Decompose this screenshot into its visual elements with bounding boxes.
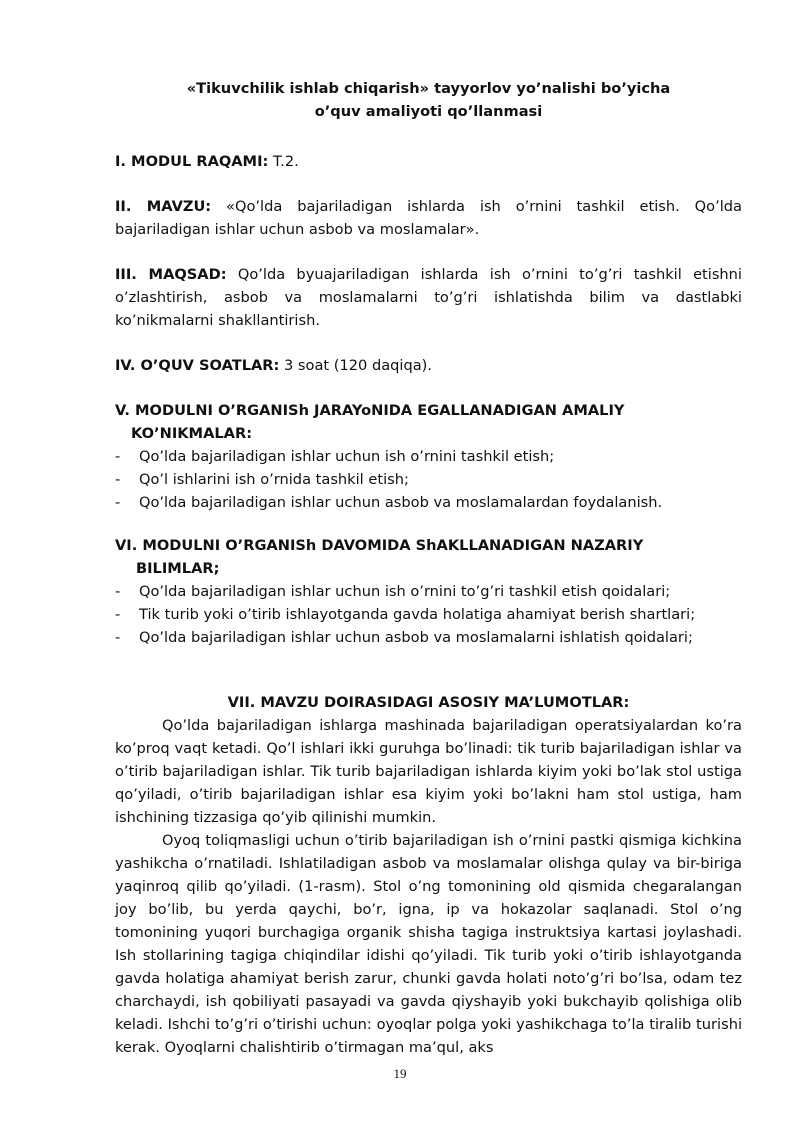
skills-heading-line-1: V. MODULNI O’RGANISh JARAYoNIDA EGALLANADIGAN AMALIY	[115, 402, 625, 419]
list-item: - Qo’lda bajariladigan ishlar uchun ish o’rnini tashkil etish;	[115, 445, 742, 468]
section-knowledge-heading	[115, 534, 742, 580]
list-item: - Qo’l ishlarini ish o’rnida tashkil etish;	[115, 468, 742, 491]
section-module-number	[115, 150, 742, 173]
section-hours	[115, 354, 742, 377]
skills-heading-line-2: KO’NIKMALAR:	[131, 425, 253, 442]
title-line-1: «Tikuvchilik ishlab chiqarish» tayyorlov yo’nalishi bo’yicha	[186, 80, 671, 97]
goal-label: III. MAQSAD:	[115, 266, 227, 283]
topic-text: «Qo’lda bajariladigan ishlarda ish o’rnini tashkil etish. Qo’lda bajariladigan ishlar uchun asbob va moslamalar».	[115, 198, 742, 238]
page-number: 19	[393, 1066, 407, 1081]
list-item: - Qo’lda bajariladigan ishlar uchun ish o’rnini to’g’ri tashkil etish qoidalari;	[115, 580, 742, 603]
list-item: - Qo’lda bajariladigan ishlar uchun asbob va moslamalarni ishlatish qoidalari;	[115, 626, 742, 649]
module-number-label: I. MODUL RAQAMI:	[115, 153, 269, 170]
knowledge-heading-line-2: BILIMLAR;	[136, 560, 220, 577]
knowledge-heading-line-1: VI. MODULNI O’RGANISh DAVOMIDA ShAKLLANADIGAN NAZARIY	[115, 537, 644, 554]
goal-text: Qo’lda byuajariladigan ishlarda ish o’rnini to’g’ri tashkil etishni o’zlashtirish, asbob va moslamalarni to’g’ri ishlatishda bilim va dastlabki ko’nikmalarni shakllantirish.	[115, 266, 742, 329]
section-goal	[115, 263, 742, 332]
hours-text: 3 soat (120 daqiqa).	[279, 357, 433, 374]
hours-label: IV. O’QUV SOATLAR:	[115, 357, 280, 374]
knowledge-list	[115, 580, 742, 649]
list-item: - Tik turib yoki o’tirib ishlayotganda gavda holatiga ahamiyat berish shartlari;	[115, 603, 742, 626]
title-line-2: o’quv amaliyoti qo’llanmasi	[314, 103, 543, 120]
section-topic	[115, 195, 742, 241]
skills-list	[115, 445, 742, 514]
module-number-value: T.2.	[268, 153, 299, 170]
main-info-heading: VII. MAVZU DOIRASIDAGI ASOSIY MA’LUMOTLAR:	[227, 694, 630, 711]
document-title	[115, 77, 742, 123]
list-item: - Qo’lda bajariladigan ishlar uchun asbob va moslamalardan foydalanish.	[115, 491, 742, 514]
section-skills-heading	[115, 399, 742, 445]
body-paragraph-1: Qo’lda bajariladigan ishlarga mashinada bajariladigan operatsiyalardan ko’ra ko’proq vaqt ketadi. Qo’l ishlari ikki guruhga bo’linadi: tik turib bajariladigan ishlar va o’tirib bajariladigan ishlar. Tik turib bajariladigan ishlarda kiyim yoki bo’lak stol ustiga qo’yiladi, o’tirib bajariladigan ishlar esa kiyim yoki bo’lakni ham stol ustiga, ham ishchining tizzasiga qo’yib qilinishi mumkin.	[115, 717, 742, 826]
document-page	[115, 70, 742, 1059]
topic-label: II. MAVZU:	[115, 198, 212, 215]
body-paragraph-2: Oyoq toliqmasligi uchun o’tirib bajariladigan ish o’rnini pastki qismiga kichkina yashikcha o’rnatiladi. Ishlatiladigan asbob va moslamalar olishga qulay va bir-biriga yaqinroq qilib qo’yiladi. (1-rasm). Stol o’ng tomonining old qismida chegaralangan joy bo’lib, bu yerda qaychi, bo’r, igna, ip va hokazolar saqlanadi. Stol o’ng tomonining yuqori burchagiga organik shisha tagiga instruktsiya kartasi joylashadi. Ish stollarining tagiga chiqindilar idishi qo’yiladi. Tik turib yoki o’tirib ishlayotganda gavda holatiga ahamiyat berish zarur, chunki gavda holati noto’g’ri bo’lsa, odam tez charchaydi, ish qobiliyati pasayadi va gavda qiyshayib yoki bukchayib qolishiga olib keladi. Ishchi to’g’ri o’tirishi uchun: oyoqlar polga yoki yashikchaga to’la tiralib turishi kerak. Oyoqlarni chalishtirib o’tirmagan ma’qul, aks	[115, 832, 742, 1056]
